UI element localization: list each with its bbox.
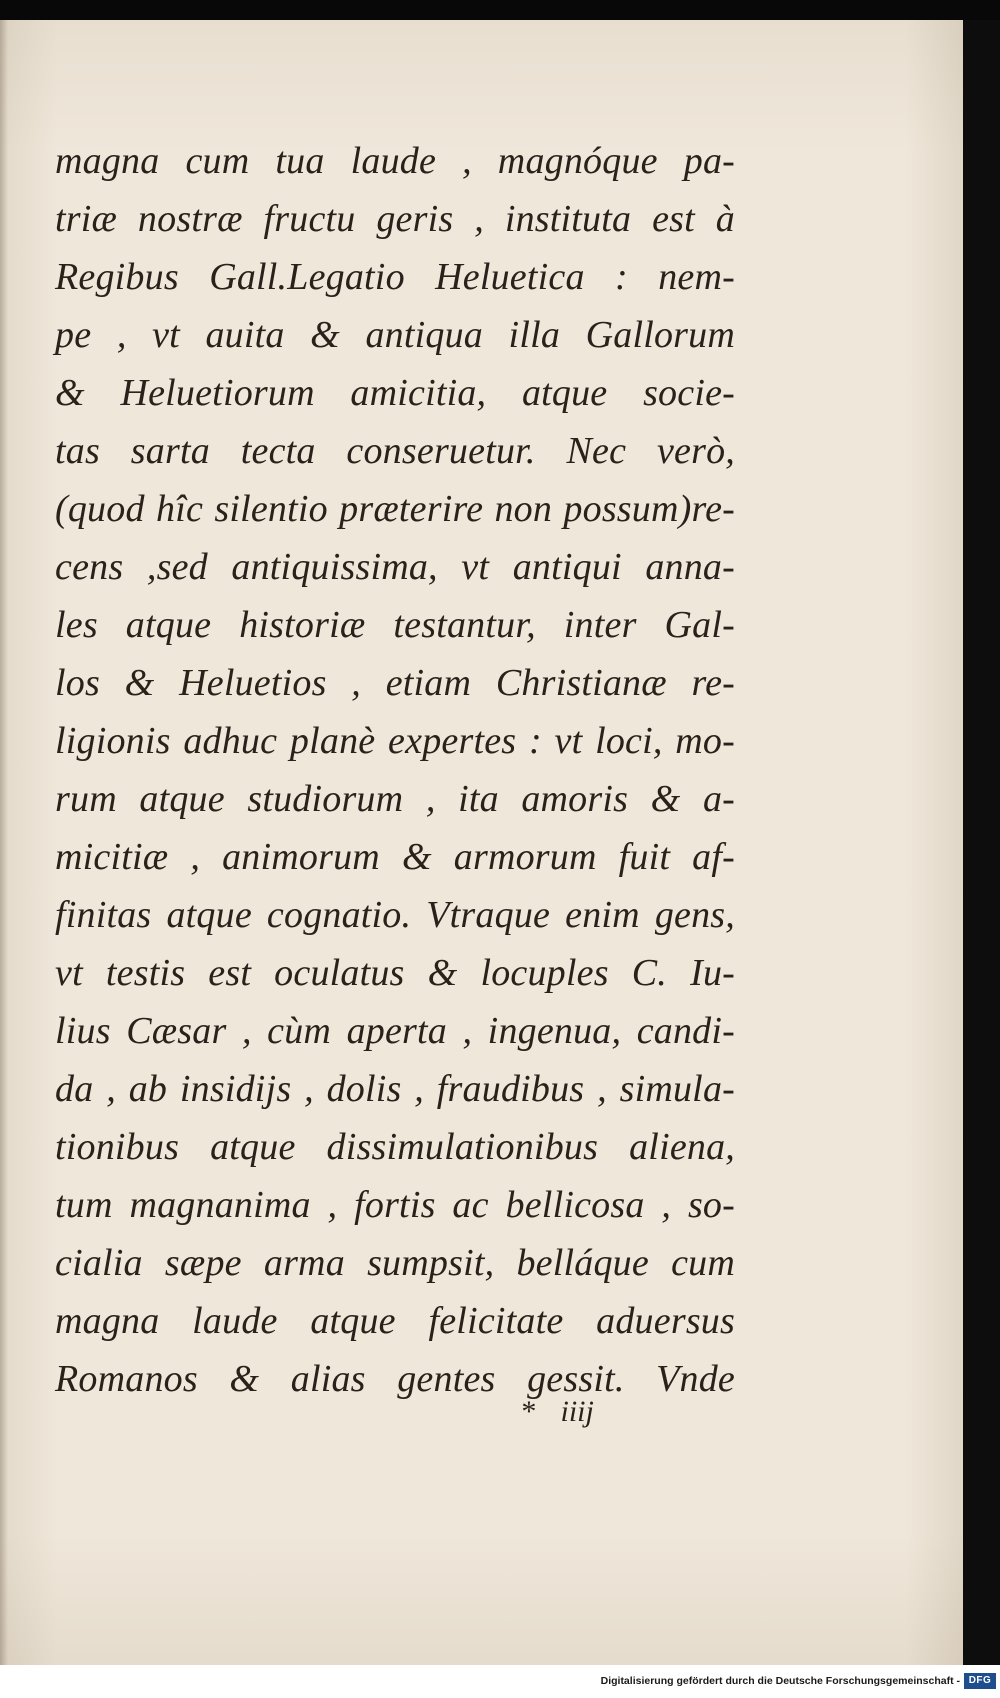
text-line: triæ nostræ fructu geris , instituta est à bbox=[55, 198, 735, 240]
text-line: Regibus Gall.Legatio Heluetica : nem- bbox=[55, 256, 735, 298]
text-line: & Heluetiorum amicitia, atque socie- bbox=[55, 372, 735, 414]
digitization-footer bbox=[0, 1665, 1000, 1698]
text-line: micitiæ , animorum & armorum fuit af- bbox=[55, 836, 735, 878]
text-line: vt testis est oculatus & locuples C. Iu- bbox=[55, 952, 735, 994]
text-line: rum atque studiorum , ita amoris & a- bbox=[55, 778, 735, 820]
funding-credit: Digitalisierung gefördert durch die Deutsche Forschungsgemeinschaft - bbox=[600, 1675, 960, 1687]
scan-right-edge bbox=[963, 20, 1000, 1665]
dfg-logo: DFG bbox=[964, 1673, 996, 1689]
page-gutter-shadow bbox=[0, 20, 8, 1665]
text-line: tas sarta tecta conseruetur. Nec verò, bbox=[55, 430, 735, 472]
text-line: les atque historiæ testantur, inter Gal- bbox=[55, 604, 735, 646]
text-line: cialia sæpe arma sumpsit, belláque cum bbox=[55, 1242, 735, 1284]
text-line: da , ab insidijs , dolis , fraudibus , simula- bbox=[55, 1068, 735, 1110]
page-text bbox=[55, 132, 735, 1408]
text-line: tum magnanima , fortis ac bellicosa , so- bbox=[55, 1184, 735, 1226]
text-line: (quod hîc silentio præterire non possum)re- bbox=[55, 488, 735, 530]
text-line: cens ,sed antiquissima, vt antiqui anna- bbox=[55, 546, 735, 588]
text-line: lius Cæsar , cùm aperta , ingenua, candi- bbox=[55, 1010, 735, 1052]
text-line: Romanos & alias gentes gessit. Vnde bbox=[55, 1358, 735, 1400]
text-line: finitas atque cognatio. Vtraque enim gens, bbox=[55, 894, 735, 936]
scan-top-edge bbox=[0, 0, 1000, 20]
text-line: magna laude atque felicitate aduersus bbox=[55, 1300, 735, 1342]
text-line: los & Heluetios , etiam Christianæ re- bbox=[55, 662, 735, 704]
text-line: ligionis adhuc planè expertes : vt loci, mo- bbox=[55, 720, 735, 762]
signature-mark: * iiij bbox=[520, 1395, 594, 1428]
text-line: pe , vt auita & antiqua illa Gallorum bbox=[55, 314, 735, 356]
text-line: tionibus atque dissimulationibus aliena, bbox=[55, 1126, 735, 1168]
text-line: magna cum tua laude , magnóque pa- bbox=[55, 140, 735, 182]
